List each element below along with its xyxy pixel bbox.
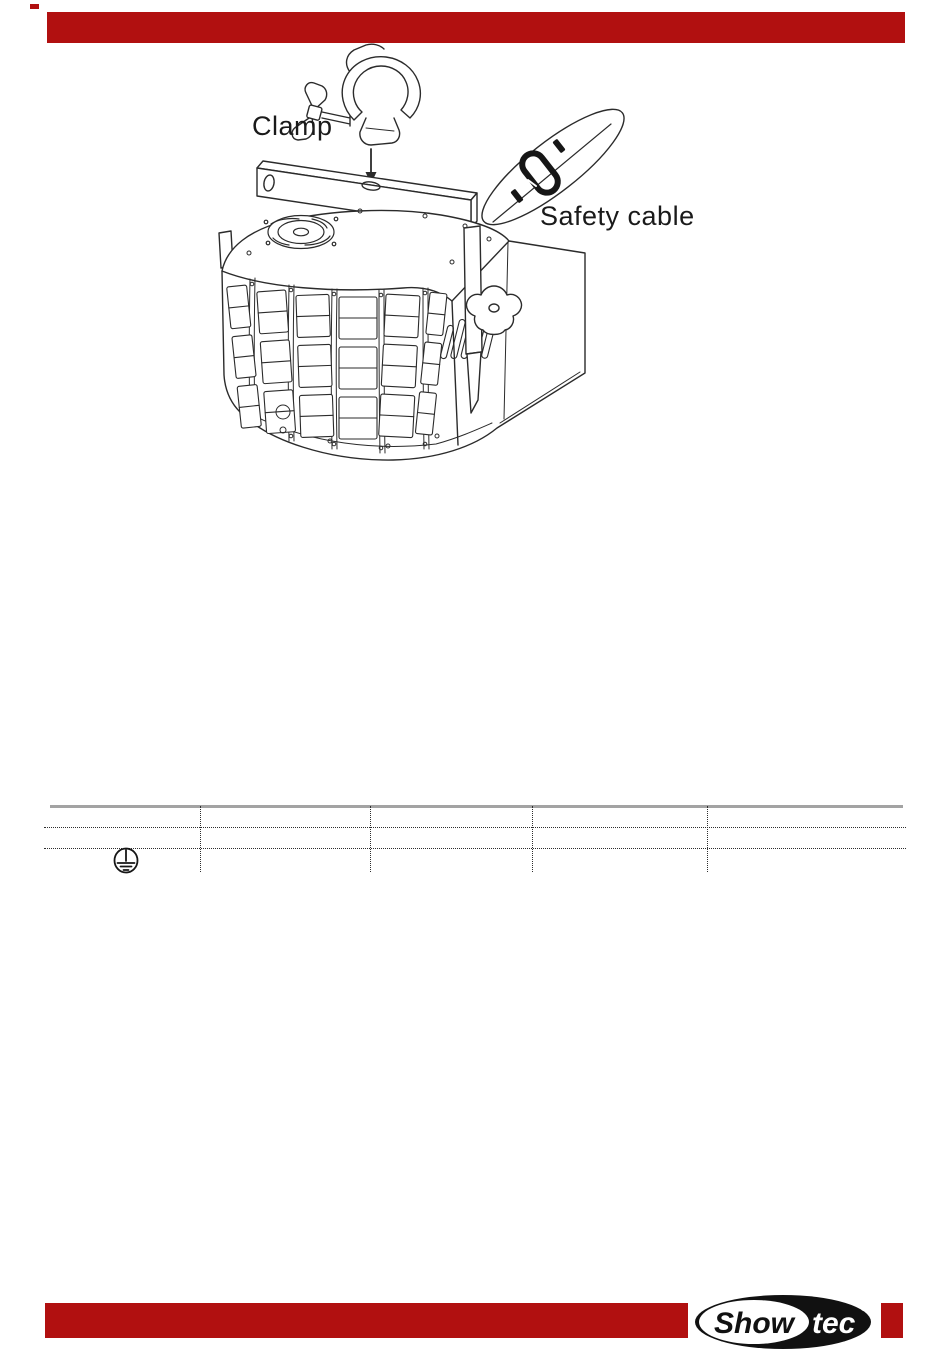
table-column-divider — [707, 806, 708, 872]
logo-registered-mark: ® — [860, 1302, 869, 1314]
protective-earth-ground-icon — [112, 847, 140, 874]
logo-show-text: Show — [714, 1307, 794, 1340]
logo-tec-text: tec — [812, 1307, 856, 1340]
table-column-divider — [370, 806, 371, 872]
table-row-divider — [44, 827, 906, 828]
fixture-illustration — [0, 0, 950, 500]
table-row-divider — [44, 848, 906, 849]
footer-red-bar — [45, 1303, 688, 1338]
clamp-label: Clamp — [252, 111, 333, 141]
spec-table — [48, 805, 903, 873]
showtec-logo — [693, 1294, 877, 1350]
table-column-divider — [200, 806, 201, 872]
safety-cable-label: Safety cable — [540, 201, 695, 231]
fixture-body — [222, 209, 585, 460]
mounting-figure — [0, 0, 950, 500]
table-column-divider — [532, 806, 533, 872]
footer-red-square — [881, 1303, 903, 1338]
table-top-rule — [50, 805, 903, 808]
